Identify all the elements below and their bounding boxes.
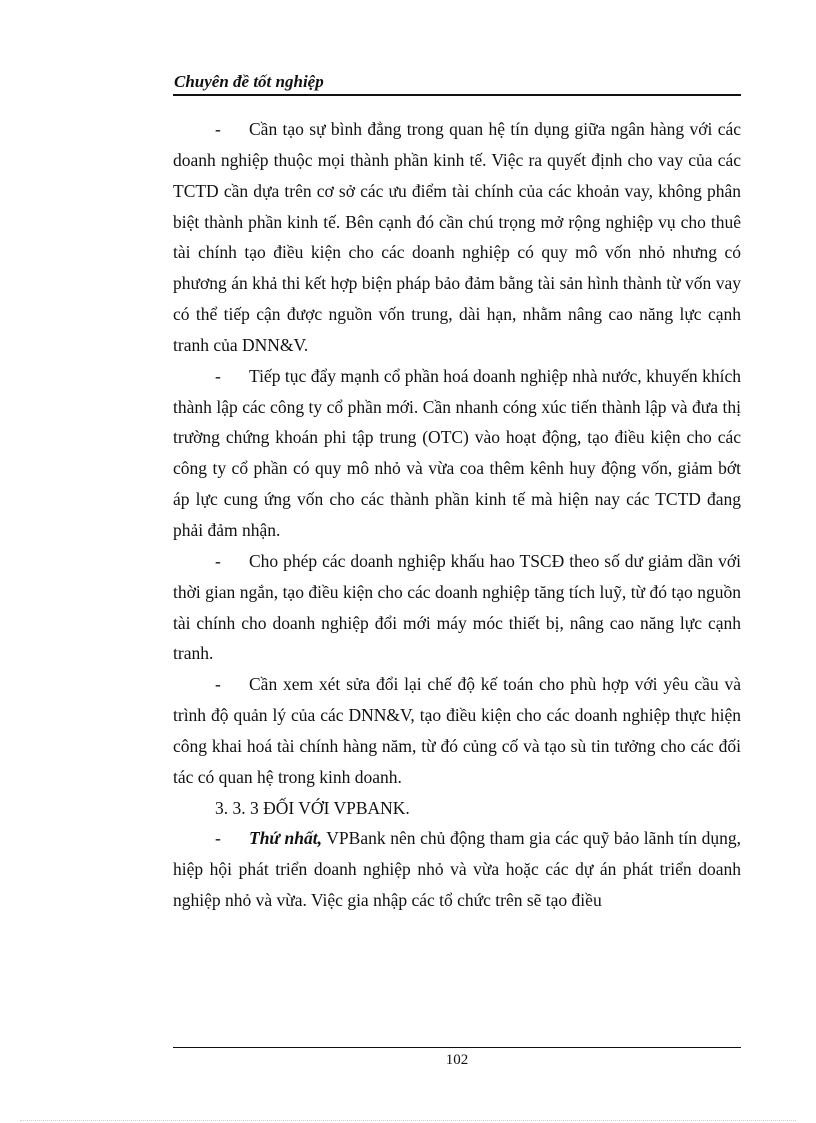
paragraph-text: Cho phép các doanh nghiệp khấu hao TSCĐ theo số dư giảm dần với thời gian ngắn, tạo điều kiện cho các doanh nghiệp tăng tích luỹ, từ đó tạo nguồn tài chính cho doanh nghiệp đổi mới máy móc thiết bị, nâng cao năng lực cạnh tranh.: [173, 550, 741, 664]
page-bottom-border: [20, 1120, 796, 1121]
paragraph-depreciation: [173, 546, 741, 669]
section-heading: 3. 3. 3 ĐỐI VỚI VPBANK.: [215, 797, 410, 818]
bullet-dash: -: [215, 674, 221, 695]
paragraph-equal-credit: [173, 114, 741, 361]
bullet-dash: -: [215, 119, 221, 139]
bullet-dash: -: [215, 550, 221, 571]
paragraph-text: Cần xem xét sửa đổi lại chế độ kế toán cho phù hợp với yêu cầu và trình độ quản lý của các DNN&V, tạo điều kiện cho các doanh nghiệp thực hiện công khai hoá tài chính hàng năm, từ đó củng cố và tạo sù tin tưởng cho các đối tác có quan hệ trong kinh doanh.: [173, 674, 741, 787]
paragraph-text: Cần tạo sự bình đẳng trong quan hệ tín dụng giữa ngân hàng với các doanh nghiệp thuộc mọi thành phần kinh tế. Việc ra quyết định cho vay của các TCTD cần dựa trên cơ sở các ưu điểm tài chính của các khoản vay, không phân biệt thành phần kinh tế. Bên cạnh đó cần chú trọng mở rộng nghiệp vụ cho thuê tài chính tạo điều kiện cho các doanh nghiệp có quy mô vốn nhỏ nhưng có phương án khả thi kết hợp biện pháp bảo đảm bằng tài sản hình thành từ vốn vay có thể tiếp cận được nguồn vốn trung, dài hạn, nhằm nâng cao năng lực cạnh tranh của DNN&V.: [173, 119, 741, 355]
paragraph-vpbank-first: [173, 823, 741, 916]
bullet-dash: -: [215, 828, 221, 849]
footer-divider: [173, 1047, 741, 1048]
paragraph-text: Tiếp tục đẩy mạnh cổ phần hoá doanh nghiệp nhà nước, khuyến khích thành lập các công ty cổ phần mới. Cần nhanh cóng xúc tiến thành lập và đưa thị trường chứng khoán phi tập trung (OTC) vào hoạt động, tạo điều kiện cho các công ty cổ phần có quy mô nhỏ và vừa coa thêm kênh huy động vốn, giảm bớt áp lực cung ứng vốn cho các thành phần kinh tế mà hiện nay các TCTD đang phải đảm nhận.: [173, 365, 741, 540]
page-number: 102: [445, 1052, 469, 1068]
header-divider: [173, 94, 741, 96]
document-header-title: Chuyên đề tốt nghiệp: [174, 72, 324, 91]
paragraph-equitization: [173, 361, 741, 546]
bullet-dash: -: [215, 365, 221, 386]
paragraph-accounting-regime: [173, 669, 741, 792]
paragraph-text: VPBank nên chủ động tham gia các quỹ bảo lãnh tín dụng, hiệp hội phát triển doanh nghiệp nhỏ và vừa hoặc các dự án phát triển doanh nghiệp nhỏ và vừa. Việc gia nhập các tổ chức trên sẽ tạo điều: [173, 828, 742, 911]
paragraph-lead: Thứ nhất,: [249, 828, 322, 849]
document-body: [173, 114, 741, 916]
